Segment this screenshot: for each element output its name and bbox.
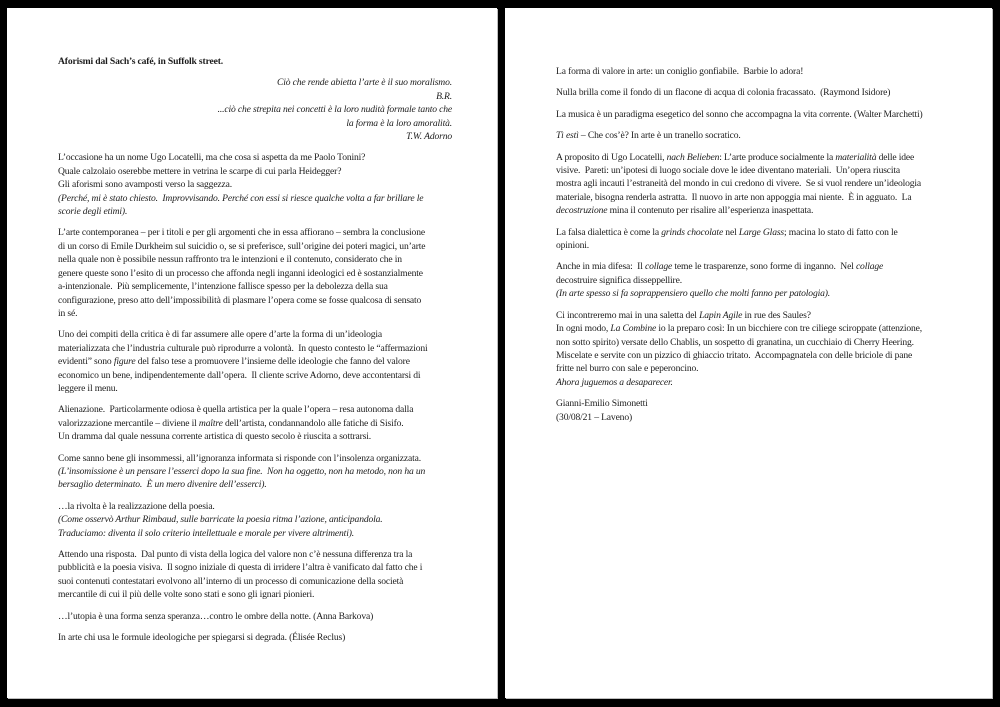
text-line: Ci incontreremo mai in una saletta del Lapin Agile in rue des Saules? xyxy=(556,309,811,321)
text-line: leggere il menu. xyxy=(58,382,118,394)
text-line: ...ciò che strepita nei concetti è la loro nudità formale tanto che xyxy=(217,104,452,116)
text-line: Nulla brilla come il fondo di un flacone di acqua di colonia fracassato. (Raymond Isidore) xyxy=(556,87,891,99)
text-line: in sé. xyxy=(58,307,78,319)
text-line: fritte nel burro con sale e peperoncino. xyxy=(556,363,699,375)
paragraph xyxy=(58,403,452,443)
paragraph xyxy=(556,65,948,78)
text-line: B.R. xyxy=(436,90,452,102)
text-line: evidenti” sono figure del falso tese a promuovere l’insieme delle ideologie che fanno del valore xyxy=(58,356,410,368)
text-line: …la rivolta è la realizzazione della poesia. xyxy=(58,500,215,512)
text-line: mostra agli incauti l’estraneità del mondo in cui credono di vivere. Se si vuol rendere un’ideologia xyxy=(556,178,922,190)
text-line: Anche in mia difesa: Il collage teme le trasparenze, sono forme di inganno. Nel collage xyxy=(556,261,884,273)
text-line: Quale calzolaio oserebbe mettere in vetrina le scarpe di cui parla Heidegger? xyxy=(58,165,342,177)
text-line: Un dramma dal quale nessuna corrente artistica di questo secolo è riuscita a sottrarsi. xyxy=(58,431,372,443)
text-line: materializzata che l’industria culturale può riprodurre a volontà. In questo contesto le “affermazioni xyxy=(58,342,428,354)
text-line: genere queste sono l’esito di un processo che affonda negli inganni ideologici ed è sostanzialmente xyxy=(58,267,423,279)
text-line: Gianni-Emilio Simonetti xyxy=(556,398,648,410)
paragraph xyxy=(58,500,452,540)
paragraph xyxy=(556,86,948,99)
paragraph xyxy=(556,309,948,389)
paragraph xyxy=(556,226,948,253)
text-line: nella quale non è possibile nessun raffronto tra le intenzioni e il contenuto, considerato che in xyxy=(58,254,402,266)
text-line: (L’insomissione è un pensare l’esserci dopo la sua fine. Non ha oggetto, non ha metodo, non ha un xyxy=(58,465,426,477)
paragraph xyxy=(556,260,948,300)
text-line: Uno dei compiti della critica è di far assumere alle opere d’arte la forma di un’ideologia xyxy=(58,329,383,341)
text-line: (30/08/21 – Laveno) xyxy=(556,411,633,423)
text-line: (In arte spesso si fa soprappensiero quello che molti fanno per patologia). xyxy=(556,288,831,300)
text-line: Traduciamo: diventa il solo criterio intellettuale e morale per vivere altrimenti). xyxy=(58,527,355,539)
paragraph xyxy=(58,151,452,218)
paragraph xyxy=(58,610,452,623)
text-line: decostruire significa disseppellire. xyxy=(556,274,682,286)
text-line: mercantile di cui il più delle volte sono stati e sono gli ignari pionieri. xyxy=(58,589,315,601)
text-line: (Perché, mi è stato chiesto. Improvvisando. Perché con essi si riesce qualche volta a far brillare le xyxy=(58,192,424,204)
text-line: Ahora juguemos a desaparecer. xyxy=(556,376,673,388)
text-line: la forma è la loro amoralità. xyxy=(346,117,452,129)
text-line: Come sanno bene gli insommessi, all’ignoranza informata si risponde con l’insolenza organizzata. xyxy=(58,452,421,464)
text-line: (Come osservò Arthur Rimbaud, sulle barricate la poesia ritma l’azione, anticipandola. xyxy=(58,514,383,526)
text-line: Ciò che rende abietta l’arte è il suo moralismo. xyxy=(277,77,452,89)
paragraph xyxy=(556,108,948,121)
text-line: bersaglio determinato. È un mero divenire dell’esserci). xyxy=(58,479,267,491)
text-line: Gli aforismi sono avamposti verso la saggezza. xyxy=(58,179,232,191)
text-line: La falsa dialettica è come la grinds chocolate nel Large Glass; macina lo stato di fatto con le xyxy=(556,226,898,238)
text-line: opinioni. xyxy=(556,240,590,252)
paragraph xyxy=(58,452,452,492)
text-line: L’occasione ha un nome Ugo Locatelli, ma che cosa si aspetta da me Paolo Tonini? xyxy=(58,152,366,164)
text-line: a-intenzionale. Più semplicemente, l’intenzione fallisce spesso per la debolezza della sua xyxy=(58,281,388,293)
text-line: visive. Pareti: un’ipotesi di luogo sociale dove le idee diventano materiali. Un’opera riuscita xyxy=(556,165,901,177)
text-line: di un corso di Emile Durkheim sul suicidio o, se si preferisce, sull’origine dei poteri magici, un’arte xyxy=(58,240,426,252)
paragraph xyxy=(58,548,452,602)
document-page-left xyxy=(7,8,497,698)
text-line: Miscelate e servite con un pizzico di ghiaccio tritato. Accompagnatela con delle briciole di pane xyxy=(556,349,913,361)
text-line: A proposito di Ugo Locatelli, nach Belieben: L’arte produce socialmente la materialità delle idee xyxy=(556,151,915,163)
text-line: non sotto spirito) versate dello Chablis, un sospetto di granatina, un cucchiaio di Cherry Heering. xyxy=(556,336,914,348)
paragraph xyxy=(58,631,452,644)
text-line: In ogni modo, La Combine io la preparo così: In un bicchiere con tre ciliege sciroppate (attenzione, xyxy=(556,323,922,335)
epigraph-quote xyxy=(58,76,452,143)
paragraph xyxy=(556,129,948,142)
text-line: configurazione, preso atto dell’impossibilità di plasmare l’opera come se fosse qualcosa di sensato xyxy=(58,294,422,306)
text-line: suoi contenuti contestatari evolvono all’interno di un processo di comunicazione della società xyxy=(58,575,404,587)
paragraph xyxy=(556,397,948,424)
paragraph xyxy=(58,328,452,395)
text-line: valorizzazione mercantile – diviene il maître dell’artista, condannandolo alle fatiche di Sisifo. xyxy=(58,417,404,429)
paragraph xyxy=(58,226,452,320)
text-line: L’arte contemporanea – per i titoli e per gli argomenti che in essa affiorano – sembra la conclusione xyxy=(58,227,425,239)
text-line: scorie degli etimi). xyxy=(58,206,128,218)
document-page-right xyxy=(505,8,992,698)
paragraph xyxy=(556,151,948,218)
text-line: decostruzione mina il contenuto per risalire all’esperienza inaspettata. xyxy=(556,205,814,217)
text-line: T.W. Adorno xyxy=(406,131,452,143)
text-line: Alienazione. Particolarmente odiosa è quella artistica per la quale l’opera – resa autonoma dalla xyxy=(58,404,414,416)
text-line: Aforismi dal Sach’s café, in Suffolk street. xyxy=(58,56,224,67)
text-line: …l’utopia è una forma senza speranza…contro le ombre della notte. (Anna Barkova) xyxy=(58,610,374,622)
text-line: materiale, bisogna renderla astratta. Il nuovo in arte non appoggia mai niente. È in agguato. La xyxy=(556,191,912,203)
text-line: economico un bene, indipendentemente dall’opera. Il cliente scrive Adorno, deve accontentarsi di xyxy=(58,369,421,381)
text-line: La forma di valore in arte: un coniglio gonfiabile. Barbie lo adora! xyxy=(556,66,804,77)
text-line: Attendo una risposta. Dal punto di vista della logica del valore non c’è nessuna differenza tra la xyxy=(58,549,413,560)
text-line: pubblicità e la poesia visiva. Il sogno iniziale di questa di irridere l’altra è vanificato dal fatto che i xyxy=(58,562,423,574)
text-line: Tì estì – Che cos’è? In arte è un tranello socratico. xyxy=(556,130,741,142)
text-line: In arte chi usa le formule ideologiche per spiegarsi si degrada. (Élisée Reclus) xyxy=(58,632,346,644)
text-line: La musica è un paradigma esegetico del sonno che accompagna la vita corrente. (Walter Marchetti) xyxy=(556,108,923,120)
document-title xyxy=(58,55,452,68)
